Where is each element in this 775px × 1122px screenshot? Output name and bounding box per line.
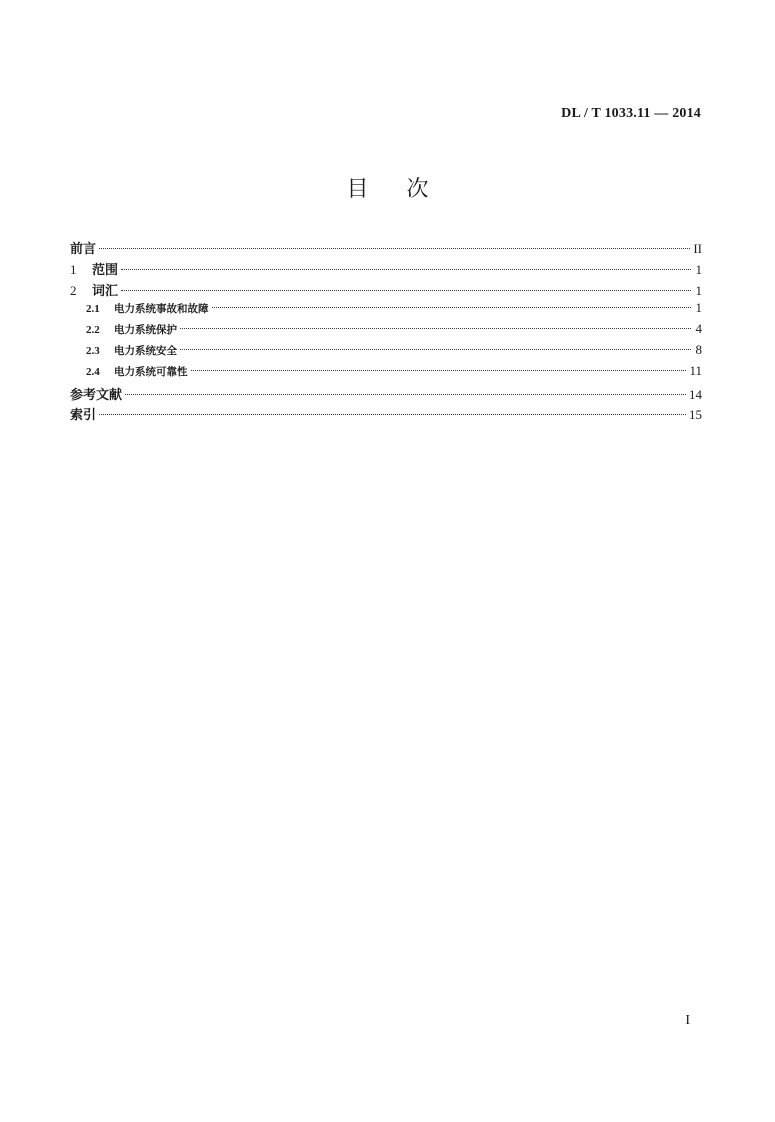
toc-entry-page: 1 (695, 300, 702, 316)
toc-entry-page: 4 (695, 321, 702, 337)
table-of-contents (70, 238, 702, 425)
dot-leader (99, 414, 686, 415)
dot-leader (99, 248, 690, 249)
dot-leader (121, 290, 691, 291)
toc-entry-page: 1 (695, 261, 702, 277)
dot-leader (121, 269, 691, 270)
toc-entry-label: 参考文献 (70, 387, 123, 403)
page-title: 目次 (346, 177, 467, 202)
toc-entry-label: 电力系统事故和故障 (114, 303, 209, 316)
toc-entry-accidents-faults[interactable] (70, 300, 702, 321)
dot-leader (125, 394, 686, 395)
page-number: I (685, 1013, 690, 1028)
toc-entry-page: 8 (695, 341, 702, 357)
toc-entry-protection[interactable] (70, 321, 702, 342)
toc-entry-number: 2.4 (86, 365, 100, 378)
dot-leader (212, 307, 692, 308)
toc-entry-label: 范围 (92, 262, 119, 278)
toc-entry-label: 词汇 (92, 283, 119, 299)
toc-entry-preface[interactable] (70, 238, 702, 259)
toc-entry-page: 14 (689, 386, 702, 402)
document-code: DL / T 1033.11 — 2014 (561, 106, 701, 121)
toc-entry-label: 电力系统安全 (114, 344, 177, 357)
toc-entry-label: 索引 (70, 408, 97, 424)
toc-entry-page: 1 (695, 282, 702, 298)
toc-entry-label: 电力系统可靠性 (114, 365, 188, 378)
toc-entry-label: 前言 (70, 242, 97, 257)
toc-entry-page: 11 (689, 362, 702, 378)
dot-leader (180, 328, 691, 329)
toc-entry-number: 2.2 (86, 324, 100, 337)
toc-entry-number: 2.3 (86, 344, 100, 357)
toc-entry-page: 15 (689, 407, 702, 423)
toc-entry-number: 1 (70, 261, 77, 277)
toc-entry-vocabulary[interactable] (70, 280, 702, 301)
toc-entry-label: 电力系统保护 (114, 324, 177, 337)
toc-entry-index[interactable] (70, 404, 702, 425)
toc-entry-number: 2.1 (86, 303, 100, 316)
toc-entry-security[interactable] (70, 342, 702, 363)
toc-entry-scope[interactable] (70, 259, 702, 280)
toc-entry-reliability[interactable] (70, 363, 702, 384)
toc-entry-page: II (693, 241, 702, 256)
toc-entry-number: 2 (70, 282, 77, 298)
dot-leader (191, 370, 687, 371)
dot-leader (180, 349, 691, 350)
toc-entry-references[interactable] (70, 384, 702, 405)
